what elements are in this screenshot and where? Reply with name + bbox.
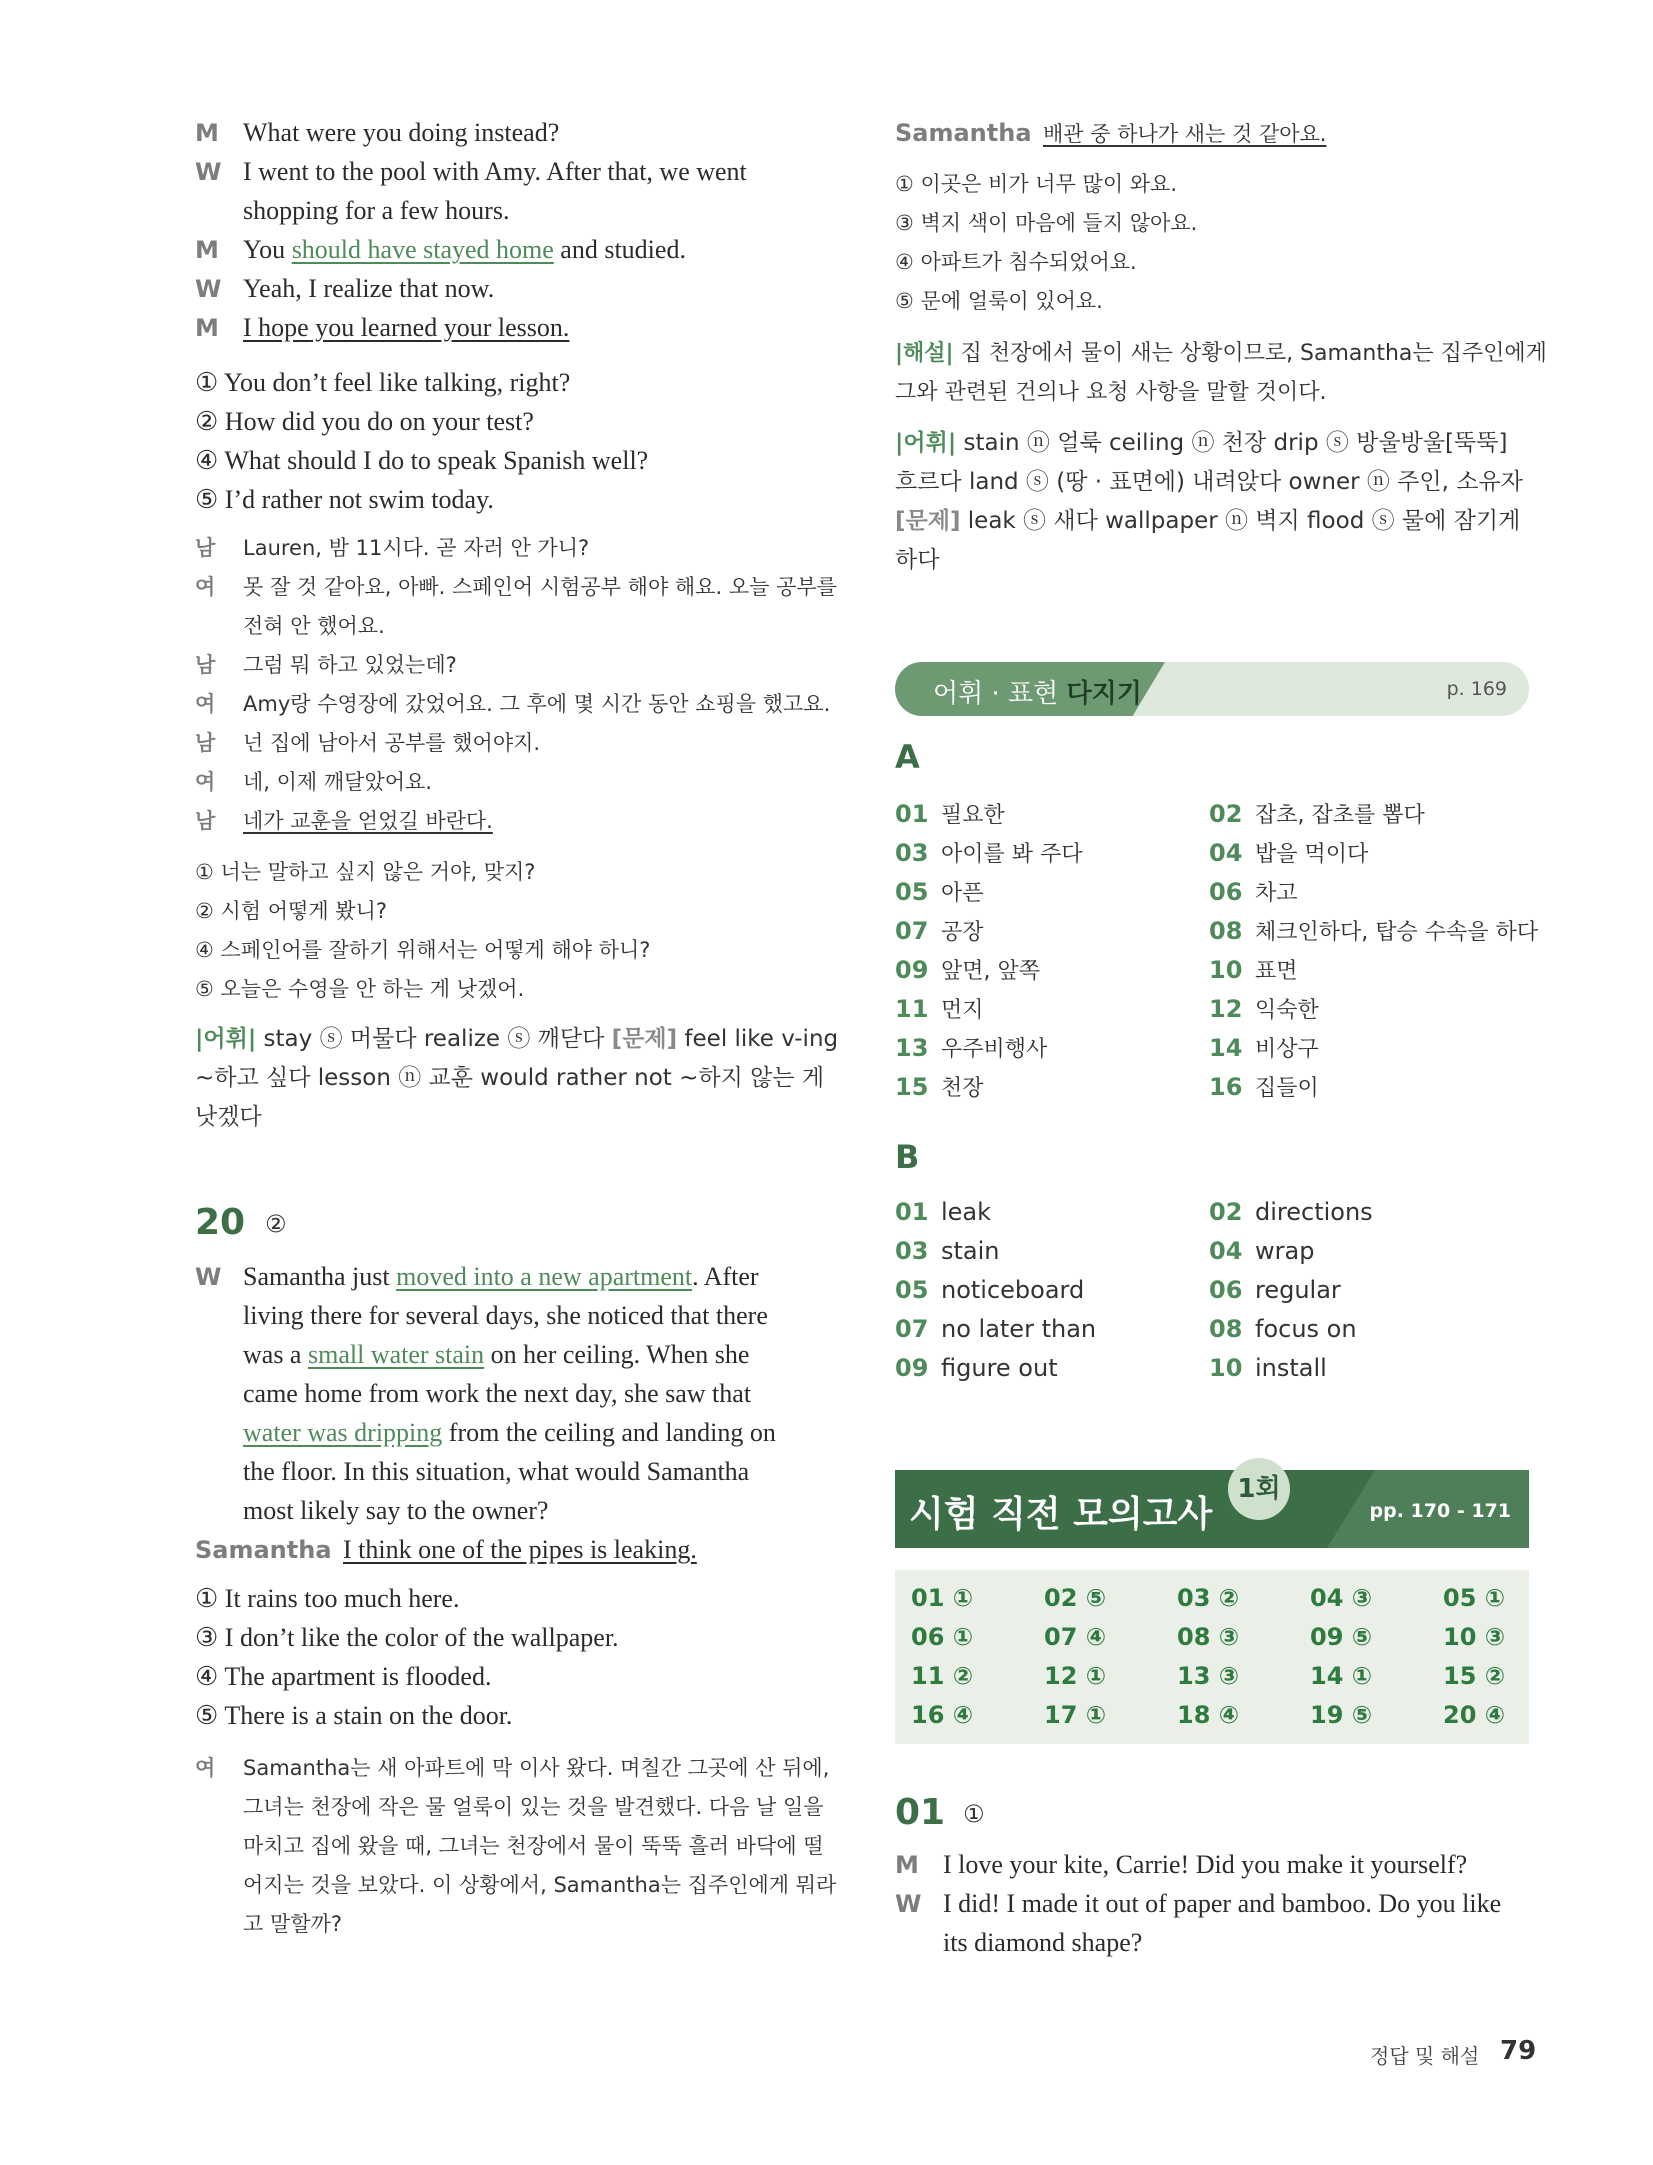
answer-cell: 06 ① [911,1623,974,1651]
item-text: noticeboard [941,1276,1085,1304]
narration-line [195,1496,548,1526]
kor-dialogue-line [195,649,457,679]
answer-cell: 12 ① [1044,1662,1107,1690]
vocab-item [895,1315,1096,1343]
option-line: ⑤ There is a stain on the door. [195,1701,513,1730]
vocab-item [1209,1276,1341,1304]
vocab-item [895,1276,1084,1304]
vocab-text: stay ⓢ 머물다 realize ⓢ 깨닫다 [256,1026,612,1052]
item-number: 07 [895,917,929,945]
vocab-tag: |어휘| [195,1026,257,1052]
item-number: 02 [1209,1198,1243,1226]
kor-dialogue-line [195,532,589,562]
kor-dialogue-line [195,805,493,835]
vocab-item [895,993,984,1024]
answer-cell: 16 ④ [911,1701,974,1729]
dialogue-text: What were you doing instead? [243,118,560,147]
answer-cell: 14 ① [1310,1662,1373,1690]
kor-option-line: ② 시험 어떻게 봤니? [195,899,387,923]
answer-cell: 01 ① [911,1584,974,1612]
kor-option-line: ⑤ 오늘은 수영을 안 하는 게 낫겠어. [195,977,525,1001]
item-text: directions [1255,1198,1373,1226]
answer-cell: 19 ⑤ [1310,1701,1373,1729]
question-number: 20 [195,1202,246,1243]
speaker-label: W [895,1890,922,1918]
answer-cell: 11 ② [911,1662,974,1690]
item-text: 먼지 [941,998,984,1023]
item-text: 잡초, 잡초를 뽑다 [1255,803,1425,828]
item-number: 08 [1209,917,1243,945]
answer-cell: 15 ② [1443,1662,1506,1690]
answer-cell: 04 ③ [1310,1584,1373,1612]
item-text: 집들이 [1255,1076,1319,1101]
vocab-item [1209,798,1425,829]
item-number: 01 [895,1198,929,1226]
vocab-banner-title [933,673,1142,710]
narration-text: on her ceiling. When she [484,1340,750,1369]
dialogue-text: I love your kite, Carrie! Did you make it yourself? [943,1850,1468,1879]
narration-line [195,1457,749,1487]
item-text: 차고 [1255,881,1298,906]
kor-option-line: ① 이곳은 비가 너무 많이 와요. [895,172,1178,196]
item-number: 02 [1209,800,1243,828]
answer-cell: 17 ① [1044,1701,1107,1729]
vocab-item [895,1354,1058,1382]
item-number: 04 [1209,839,1243,867]
item-text: leak [941,1198,992,1226]
narration-text: the floor. In this situation, what would Samantha [243,1457,750,1486]
kor-narration-line [195,1830,824,1860]
vocab-item [895,837,1083,868]
answer-cell: 13 ③ [1177,1662,1240,1690]
vocab-line [895,424,1507,457]
item-text: 우주비행사 [941,1037,1048,1062]
speaker-label: 여 [195,1756,216,1780]
kor-text: 어지는 것을 보았다. 이 상황에서, Samantha는 집주인에게 뭐라 [243,1873,837,1897]
kor-narration-line [195,1791,824,1821]
item-text: regular [1255,1276,1341,1304]
option-line: ③ I don’t like the color of the wallpaper. [195,1623,619,1652]
speaker-label: 남 [195,536,216,560]
vocab-item [895,1032,1047,1063]
answer-cell: 09 ⑤ [1310,1623,1373,1651]
kor-narration-line [195,1752,829,1782]
kor-option-line: ① 너는 말하고 싶지 않은 거야, 맞지? [195,860,536,884]
item-text: figure out [941,1354,1058,1382]
vocab-item [895,1198,991,1226]
answer-cell: 02 ⑤ [1044,1584,1107,1612]
kor-text: 고 말할까? [243,1912,342,1936]
kor-option-line: ④ 아파트가 침수되었어요. [895,250,1137,274]
speaker-label: 여 [195,575,216,599]
narration-text: Samantha just [243,1262,397,1291]
item-text: 필요한 [941,803,1005,828]
samantha-label: Samantha [195,1536,332,1564]
vocab-item [1209,993,1319,1024]
item-text: 체크인하다, 탑승 수속을 하다 [1255,920,1538,945]
answer-cell: 20 ④ [1443,1701,1506,1729]
dialogue-text: its diamond shape? [943,1928,1143,1957]
vocab-item [895,876,984,907]
answer-cell: 08 ③ [1177,1623,1240,1651]
answer-cell: 18 ④ [1177,1701,1240,1729]
item-text: 밥을 먹이다 [1255,842,1369,867]
speaker-label: W [195,275,222,303]
mock-banner-badge: 1회 [1228,1458,1290,1520]
dialogue-text: Yeah, I realize that now. [243,274,495,303]
kor-dialogue-line [195,688,830,718]
vocab-banner-page: p. 169 [1446,678,1507,700]
item-text: no later than [941,1315,1097,1343]
speaker-label: W [195,158,222,186]
item-number: 07 [895,1315,929,1343]
mock-banner-pages: pp. 170 - 171 [1369,1500,1511,1522]
explain-tag: |해설| [895,341,954,366]
vocab-line: 낫겠다 [195,1104,262,1130]
item-number: 13 [895,1034,929,1062]
speaker-label: 남 [195,653,216,677]
item-number: 05 [895,1276,929,1304]
option-line: ⑤ I’d rather not swim today. [195,485,494,514]
vocab-tag: |어휘| [895,430,957,456]
speaker-label: 남 [195,809,216,833]
item-text: 앞면, 앞쪽 [941,959,1040,984]
narration-text: . After [692,1262,759,1291]
item-number: 16 [1209,1073,1243,1101]
item-text: 아픈 [941,881,984,906]
item-number: 04 [1209,1237,1243,1265]
item-number: 10 [1209,956,1243,984]
speaker-label: M [195,236,219,264]
option-line: ① It rains too much here. [195,1584,460,1613]
speaker-label: M [895,1851,919,1879]
dialogue-line [195,235,686,265]
answer-cell: 05 ① [1443,1584,1506,1612]
vocab-item [1209,1071,1319,1102]
item-number: 03 [895,1237,929,1265]
answer-cell: 07 ④ [1044,1623,1107,1651]
speaker-label: M [195,314,219,342]
kor-text: 넌 집에 남아서 공부를 했어야지. [243,731,541,755]
item-text: 공장 [941,920,984,945]
item-text: wrap [1255,1237,1315,1265]
kor-dialogue-line [195,571,837,601]
vocab-item [1209,1354,1327,1382]
narration-text: from the ceiling and landing on [442,1418,776,1447]
highlighted-phrase: moved into a new apartment [396,1262,693,1291]
dialogue-line [895,1850,1467,1880]
problem-tag: [문제] [611,1026,678,1052]
item-number: 10 [1209,1354,1243,1382]
highlighted-phrase: water was dripping [243,1418,443,1447]
item-number: 08 [1209,1315,1243,1343]
vocab-line: 흐르다 land ⓢ (땅 · 표면에) 내려앉다 owner ⓝ 주인, 소유자 [895,469,1523,495]
kor-text: 못 잘 것 같아요, 아빠. 스페인어 시험공부 해야 해요. 오늘 공부를 [243,575,837,599]
item-text: 익숙한 [1255,998,1319,1023]
vocab-item [1209,1237,1314,1265]
explain-line: 그와 관련된 건의나 요청 사항을 말할 것이다. [895,380,1327,405]
vocab-line: ~하고 싶다 lesson ⓝ 교훈 would rather not ~하지 않는 게 [195,1065,825,1091]
item-number: 14 [1209,1034,1243,1062]
question-answer: ① [963,1800,985,1828]
speaker-label: 여 [195,770,216,794]
question-answer: ② [265,1210,287,1238]
kor-dialogue-line [195,766,432,796]
mock-banner-title: 시험 직전 모의고사 [909,1494,1213,1535]
vocab-item [1209,1032,1319,1063]
kor-text: 전혀 안 했어요. [243,614,385,638]
narration-line [195,1379,751,1409]
kor-option-line: ④ 스페인어를 잘하기 위해서는 어떻게 해야 하니? [195,938,651,962]
samantha-kor: 배관 중 하나가 새는 것 같아요. [1043,122,1327,146]
narration-line [195,1262,759,1292]
vocab-item [895,1071,984,1102]
vocab-item [1209,1198,1373,1226]
item-number: 15 [895,1073,929,1101]
vocab-banner [895,662,1529,716]
item-number: 09 [895,956,929,984]
question-number: 01 [895,1792,946,1833]
dialogue-line [195,274,494,304]
item-number: 06 [1209,1276,1243,1304]
samantha-line [195,1535,697,1565]
kor-dialogue-line [195,610,385,640]
answer-cell: 10 ③ [1443,1623,1506,1651]
dialogue-line [195,118,559,148]
vocab-item [1209,915,1538,946]
item-text: 아이를 봐 주다 [941,842,1083,867]
mock-banner [895,1470,1529,1548]
narration-text: living there for several days, she noticed that there [243,1301,768,1330]
speaker-label: W [195,1263,222,1291]
footer-label: 정답 및 해설 [1370,2044,1480,2068]
kor-text: Samantha는 새 아파트에 막 이사 왔다. 며칠간 그곳에 산 뒤에, [243,1756,830,1780]
answer-cell: 03 ② [1177,1584,1240,1612]
vocab-line [195,1020,838,1053]
dialogue-line [195,313,569,343]
dialogue-text: I did! I made it out of paper and bamboo. Do you like [943,1889,1502,1918]
vocab-item [895,954,1040,985]
option-line: ④ What should I do to speak Spanish well? [195,446,649,475]
samantha-label: Samantha [895,119,1032,147]
explain-text: 집 천장에서 물이 새는 상황이므로, Samantha는 집주인에게 [953,341,1547,366]
item-number: 11 [895,995,929,1023]
dialogue-line [895,1889,1501,1919]
narration-text: was a [243,1340,308,1369]
kor-text: 마치고 집에 왔을 때, 그녀는 천장에서 물이 뚝뚝 흘러 바닥에 떨 [243,1834,824,1858]
item-text: 비상구 [1255,1037,1319,1062]
dialogue-text: and studied. [553,235,686,264]
item-number: 01 [895,800,929,828]
kor-text: Amy랑 수영장에 갔었어요. 그 후에 몇 시간 동안 쇼핑을 했고요. [243,692,831,716]
kor-option-line: ⑤ 문에 얼룩이 있어요. [895,289,1103,313]
kor-text: 네, 이제 깨달았어요. [243,770,432,794]
narration-line [195,1340,749,1370]
item-number: 06 [1209,878,1243,906]
section-label-b: B [895,1138,920,1176]
kor-narration-line [195,1908,342,1938]
answer-line: I hope you learned your lesson. [243,313,570,342]
dialogue-line [195,157,747,187]
speaker-label: 여 [195,692,216,716]
item-number: 12 [1209,995,1243,1023]
vocab-text: leak ⓢ 새다 wallpaper ⓝ 벽지 flood ⓢ 물에 잠기게 [960,508,1521,534]
section-label-a: A [895,738,920,776]
dialogue-text: You [243,235,292,264]
narration-text: came home from work the next day, she saw that [243,1379,752,1408]
item-text: stain [941,1237,1000,1265]
vocab-item [1209,1315,1357,1343]
vocab-item [895,798,1005,829]
item-text: focus on [1255,1315,1357,1343]
dialogue-line [895,1928,1142,1958]
speaker-label: 남 [195,731,216,755]
dialogue-text: shopping for a few hours. [243,196,510,225]
page-number: 79 [1500,2036,1537,2066]
narration-line [195,1418,776,1448]
vocab-item [895,915,984,946]
speaker-label: M [195,119,219,147]
kor-text: Lauren, 밤 11시다. 곧 자러 안 가니? [243,536,590,560]
option-line: ④ The apartment is flooded. [195,1662,492,1691]
option-line: ② How did you do on your test? [195,407,534,436]
answer-grid [895,1570,1529,1744]
vocab-line: 하다 [895,547,940,573]
item-text: install [1255,1354,1327,1382]
vocab-line [895,502,1520,535]
highlighted-phrase: small water stain [307,1340,485,1369]
item-number: 03 [895,839,929,867]
problem-tag: [문제] [895,508,961,534]
kor-text: 그럼 뭐 하고 있었는데? [243,653,457,677]
dialogue-line [195,196,509,226]
narration-text: most likely say to the owner? [243,1496,549,1525]
dialogue-text: I went to the pool with Amy. After that, we went [243,157,747,186]
kor-answer: 네가 교훈을 얻었길 바란다. [243,809,493,833]
item-number: 09 [895,1354,929,1382]
vocab-text: feel like v-ing [677,1026,839,1052]
samantha-kor-line [895,118,1326,148]
vocab-item [1209,954,1298,985]
item-text: 천장 [941,1076,984,1101]
vocab-banner-bold: 다지기 [1066,679,1142,709]
narration-line [195,1301,768,1331]
samantha-answer: I think one of the pipes is leaking. [343,1535,697,1564]
kor-narration-line [195,1869,836,1899]
vocab-item [1209,837,1368,868]
kor-option-line: ③ 벽지 색이 마음에 들지 않아요. [895,211,1198,235]
kor-text: 그녀는 천장에 작은 물 얼룩이 있는 것을 발견했다. 다음 날 일을 [243,1795,824,1819]
explain-line [895,336,1547,367]
vocab-text: stain ⓝ 얼룩 ceiling ⓝ 천장 drip ⓢ 방울방울[뚝뚝] [956,430,1508,456]
vocab-item [1209,876,1298,907]
vocab-item [895,1237,1000,1265]
item-number: 05 [895,878,929,906]
highlighted-phrase: should have stayed home [291,235,554,264]
kor-dialogue-line [195,727,540,757]
item-text: 표면 [1255,959,1298,984]
option-line: ① You don’t feel like talking, right? [195,368,571,397]
vocab-banner-light: 어휘 · 표현 [933,679,1067,709]
